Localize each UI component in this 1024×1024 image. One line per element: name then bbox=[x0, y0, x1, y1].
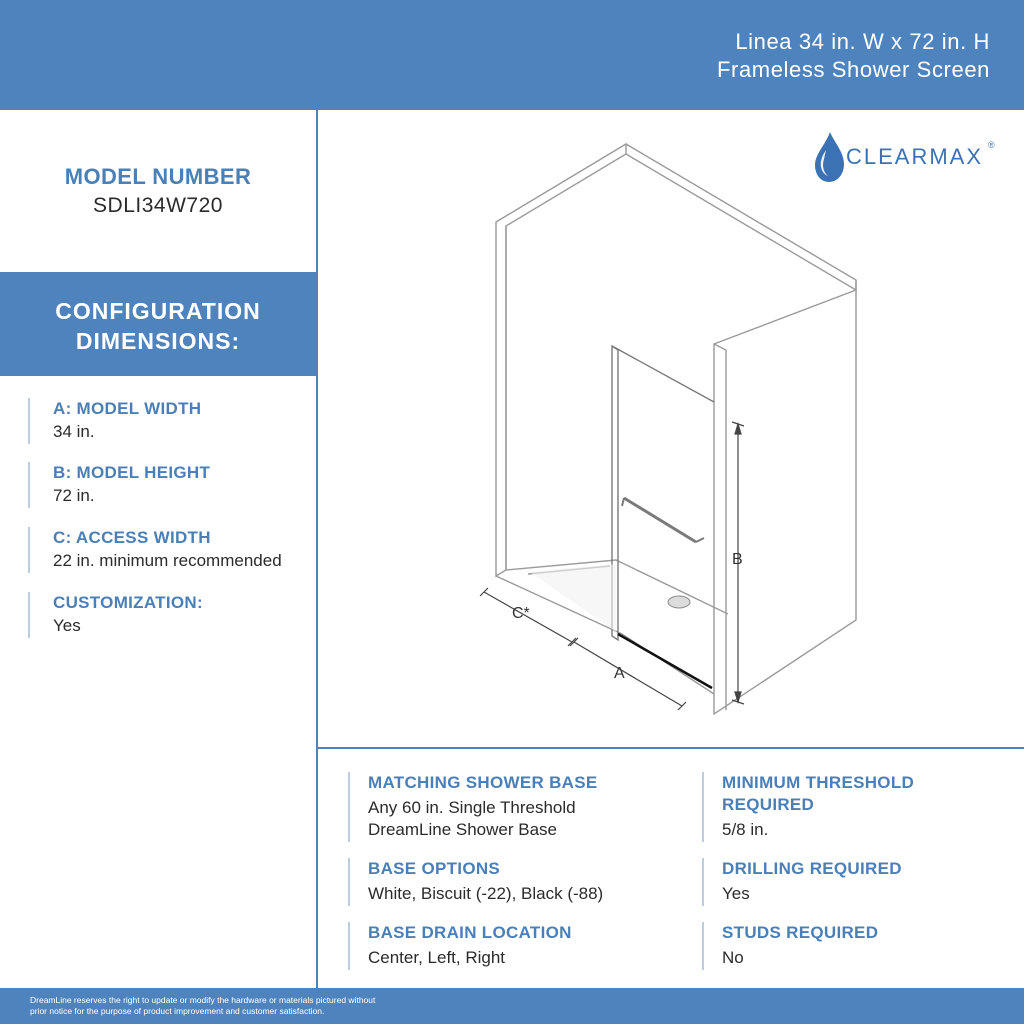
spec-base-drain-location bbox=[348, 922, 572, 970]
dimension-b-label: B bbox=[732, 551, 743, 568]
horizontal-divider bbox=[318, 747, 1024, 749]
spec-access-width bbox=[28, 527, 282, 573]
spec-drilling-required bbox=[702, 858, 902, 906]
disclaimer-line1: DreamLine reserves the right to update or modify the hardware or materials pictured without bbox=[30, 995, 376, 1005]
disclaimer-line2: prior notice for the purpose of product improvement and customer satisfaction. bbox=[30, 1006, 325, 1016]
spec-label: A: MODEL WIDTH bbox=[53, 399, 202, 418]
right-wall-edge bbox=[714, 344, 726, 710]
spec-base-options bbox=[348, 858, 603, 906]
spec-value: 34 in. bbox=[53, 422, 95, 441]
spec-label: B: MODEL HEIGHT bbox=[53, 463, 211, 482]
product-title-line1: Linea 34 in. W x 72 in. H bbox=[735, 29, 990, 54]
spec-label-line2: REQUIRED bbox=[722, 795, 815, 814]
spec-matching-shower-base bbox=[348, 772, 598, 842]
registered-mark: ® bbox=[988, 140, 995, 150]
left-wall bbox=[496, 144, 626, 576]
back-wall-top bbox=[626, 144, 856, 290]
spec-label-line1: MINIMUM THRESHOLD bbox=[722, 773, 915, 792]
threshold bbox=[618, 634, 712, 688]
spec-label: BASE OPTIONS bbox=[368, 859, 501, 878]
spec-value: White, Biscuit (-22), Black (-88) bbox=[368, 884, 604, 903]
spec-label: BASE DRAIN LOCATION bbox=[368, 923, 572, 942]
towel-bar bbox=[624, 498, 696, 542]
spec-value: 72 in. bbox=[53, 486, 95, 505]
model-number-label: MODEL NUMBER bbox=[64, 164, 252, 189]
logo-wordmark: CLEARMAX bbox=[846, 144, 984, 169]
spec-value-line1: Any 60 in. Single Threshold bbox=[368, 798, 576, 817]
product-title bbox=[717, 28, 990, 84]
product-title-line2: Frameless Shower Screen bbox=[716, 57, 990, 82]
spec-label: DRILLING REQUIRED bbox=[722, 859, 902, 878]
spec-value: Yes bbox=[53, 616, 81, 635]
spec-value: 22 in. minimum recommended bbox=[53, 551, 282, 570]
spec-value: No bbox=[722, 948, 744, 967]
vertical-divider bbox=[316, 110, 318, 988]
configuration-heading-line2: DIMENSIONS: bbox=[75, 328, 241, 354]
spec-label: C: ACCESS WIDTH bbox=[53, 528, 211, 547]
spec-minimum-threshold bbox=[702, 772, 914, 842]
spec-studs-required bbox=[702, 922, 878, 970]
spec-model-height bbox=[28, 462, 210, 508]
shower-diagram bbox=[470, 140, 870, 730]
model-number-block bbox=[0, 164, 316, 218]
spec-value: 5/8 in. bbox=[722, 820, 769, 839]
dimension-a-label: A bbox=[614, 665, 625, 682]
spec-model-width bbox=[28, 398, 201, 444]
header-banner bbox=[0, 0, 1024, 110]
drain-icon bbox=[668, 596, 690, 608]
right-wall bbox=[714, 290, 856, 714]
footer-banner bbox=[0, 988, 1024, 1024]
model-number-value: SDLI34W720 bbox=[93, 194, 223, 217]
spec-label: STUDS REQUIRED bbox=[722, 923, 879, 942]
dimension-c-label: C* bbox=[512, 605, 530, 622]
spec-value: Yes bbox=[722, 884, 750, 903]
disclaimer-text bbox=[30, 995, 375, 1017]
spec-value-line2: DreamLine Shower Base bbox=[368, 820, 557, 839]
configuration-heading-line1: CONFIGURATION bbox=[55, 298, 261, 324]
spec-customization bbox=[28, 592, 203, 638]
spec-value: Center, Left, Right bbox=[368, 948, 506, 967]
spec-label: CUSTOMIZATION: bbox=[53, 593, 203, 612]
configuration-heading bbox=[0, 272, 316, 376]
spec-label: MATCHING SHOWER BASE bbox=[368, 773, 598, 792]
